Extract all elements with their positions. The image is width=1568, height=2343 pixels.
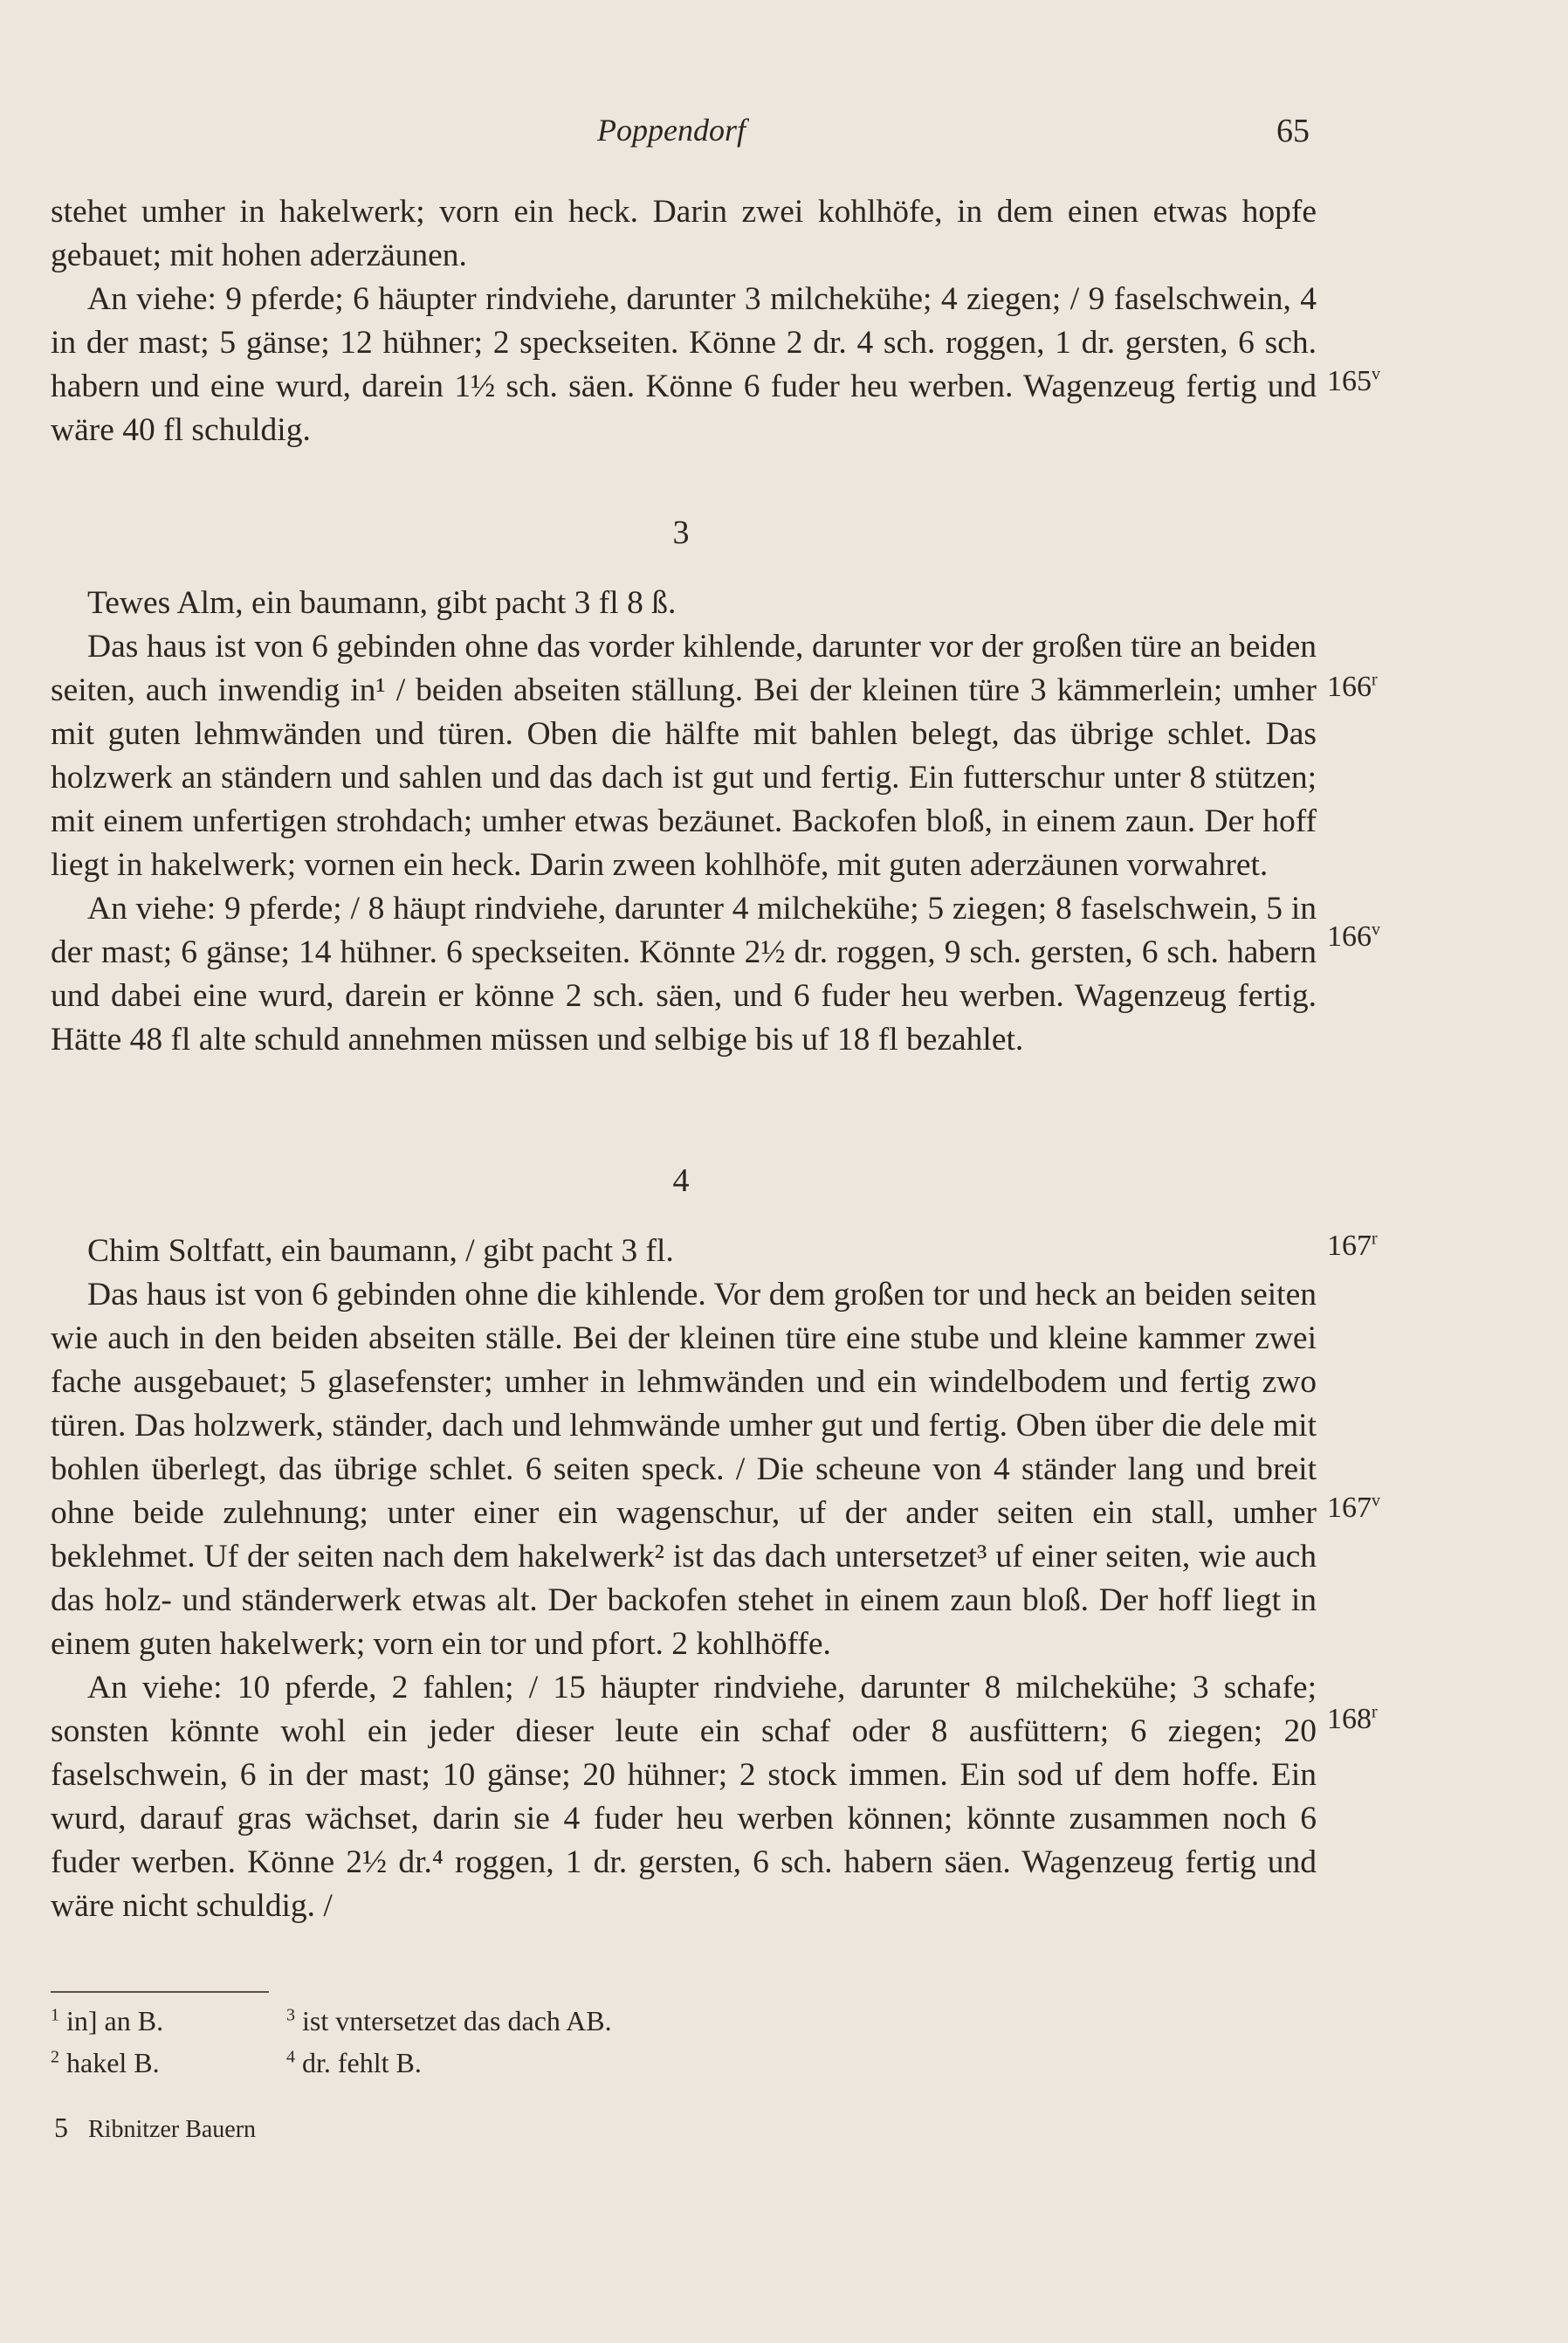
footnote-number: 3 (286, 2005, 295, 2025)
continuation-text (51, 190, 1317, 452)
section-4-text (51, 1230, 1317, 1928)
folio-reference: 168$^r$ (1327, 1702, 1378, 1735)
footnote-number: 2 (51, 2047, 59, 2067)
folio-side: v (1372, 1491, 1380, 1511)
footnote-number: 4 (286, 2047, 295, 2067)
folio-side: v (1372, 364, 1380, 384)
footnote-text: hakel B. (66, 2047, 160, 2078)
footnote-text: in] an B. (66, 2005, 164, 2036)
paragraph: stehet umher in hakelwerk; vorn ein heck. Darin zwei kohlhöfe, in dem einen etwas hopfe gebauet; mit hohen aderzäunen. (51, 194, 1317, 273)
folio-reference: 165$^v$ (1327, 364, 1380, 397)
folio-side: r (1372, 670, 1378, 690)
paragraph: An viehe: 9 pferde; 6 häupter rindviehe, darunter 3 milchekühe; 4 ziegen; / 9 faselschwein, 4 in der mast; 5 gänse; 12 hühner; 2 speckseiten. Könne 2 dr. 4 sch. roggen, 1 dr. gersten, 6 sch. habern und eine wurd, darein 1½ sch. säen. Könne 6 fuder heu werben. Wagenzeug fertig und wäre 40 fl schuldig. (51, 281, 1317, 448)
signature-text: Ribnitzer Bauern (88, 2116, 257, 2143)
footnote (51, 2000, 163, 2042)
folio-side: r (1372, 1229, 1378, 1249)
footnote-rule (51, 1991, 269, 1993)
footnote-text: ist vntersetzet das dach AB. (302, 2005, 612, 2036)
footnote (51, 2042, 160, 2084)
printer-signature (54, 2112, 256, 2144)
page-number: 65 (1276, 113, 1310, 149)
paragraph: An viehe: 10 pferde, 2 fahlen; / 15 häupter rindviehe, darunter 8 milchekühe; 3 schafe; sonsten könnte wohl ein jeder dieser leute ein schaf oder 8 ausfüttern; 6 ziegen; 20 faselschwein, 6 in der mast; 10 gänse; 20 hühner; 2 stock immen. Ein sod uf dem hoffe. Ein wurd, darauf gras wächset, darin sie 4 fuder heu werben können; könnte zusammen noch 6 fuder werben. Könne 2½ dr.⁴ roggen, 1 dr. gersten, 6 sch. habern säen. Wagenzeug fertig und wäre nicht schuldig. / (51, 1670, 1317, 1924)
footnote (286, 2042, 422, 2084)
footnote-text: dr. fehlt B. (302, 2047, 422, 2078)
section-3-text (51, 582, 1317, 1062)
section-number: 3 (672, 514, 690, 551)
paragraph: Chim Soltfatt, ein baumann, / gibt pacht 3 fl. (87, 1233, 674, 1269)
running-head (0, 112, 1568, 164)
footnote (286, 2000, 612, 2042)
paragraph: An viehe: 9 pferde; / 8 häupt rindviehe, darunter 4 milchekühe; 5 ziegen; 8 faselschwein, 5 in der mast; 6 gänse; 14 hühner. 6 speckseiten. Könnte 2½ dr. roggen, 9 sch. gersten, 6 sch. habern und dabei eine wurd, darein er könne 2 sch. säen, und 6 fuder heu werben. Wagenzeug fertig. Hätte 48 fl alte schuld annehmen müssen und selbige bis uf 18 fl bezahlet. (51, 891, 1317, 1058)
folio-side: v (1372, 920, 1380, 940)
folio-reference: 166$^r$ (1327, 670, 1378, 703)
paragraph: Das haus ist von 6 gebinden ohne das vorder kihlende, darunter vor der großen türe an beiden seiten, auch inwendig in¹ / beiden abseiten ställung. Bei der kleinen türe 3 kämmerlein; umher mit guten lehmwänden und türen. Oben die hälfte mit bahlen belegt, das übrige schlet. Das holzwerk an ständern und sahlen und das dach ist gut und fertig. Ein futterschur unter 8 stützen; mit einem unfertigen strohdach; umher etwas bezäunet. Backofen bloß, in einem zaun. Der hoff liegt in hakelwerk; vornen ein heck. Darin zween kohlhöfe, mit guten aderzäunen vorwahret. (51, 629, 1317, 883)
signature-number: 5 (54, 2112, 68, 2143)
running-title: Poppendorf (597, 113, 746, 148)
paragraph: Tewes Alm, ein baumann, gibt pacht 3 fl 8 ß. (87, 585, 677, 621)
section-number: 4 (672, 1162, 690, 1199)
folio-side: r (1372, 1702, 1378, 1722)
footnote-number: 1 (51, 2005, 59, 2025)
folio-reference: 167$^r$ (1327, 1229, 1378, 1262)
folio-reference: 166$^v$ (1327, 920, 1380, 953)
folio-reference: 167$^v$ (1327, 1491, 1380, 1524)
paragraph: Das haus ist von 6 gebinden ohne die kihlende. Vor dem großen tor und heck an beiden seiten wie auch in den beiden abseiten ställe. Bei der kleinen türe eine stube und kleine kammer zwei fache ausgebauet; 5 glasefenster; umher in lehmwänden und ein windelbodem und fertig zwo türen. Das holzwerk, ständer, dach und lehmwände umher gut und fertig. Oben über die dele mit bohlen überlegt, das übrige schlet. 6 seiten speck. / Die scheune von 4 ständer lang und breit ohne beide zulehnung; unter einer ein wagenschur, uf der ander seiten ein stall, umher beklehmet. Uf der seiten nach dem hakelwerk² ist das dach untersetzet³ uf einer seiten, wie auch das holz- und ständerwerk etwas alt. Der backofen stehet in einem zaun bloß. Der hoff liegt in einem guten hakelwerk; vorn ein tor und pfort. 2 kohlhöffe. (51, 1277, 1317, 1662)
